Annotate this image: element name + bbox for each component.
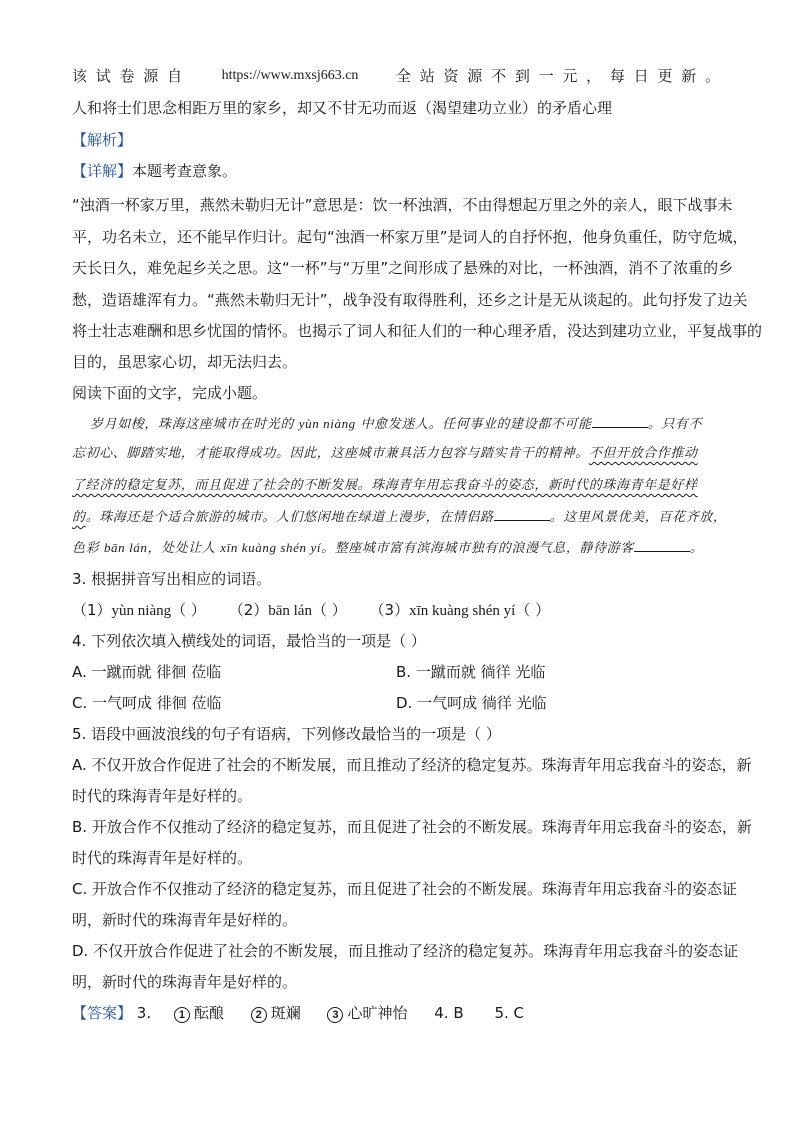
- passage-text: ，处处让人: [147, 541, 216, 556]
- q3-item-label: （2）: [228, 601, 269, 619]
- q3-item-pinyin: yùn niàng: [111, 603, 172, 619]
- xiangjie-line: 目的，虽思家心切，却无法归去。: [72, 353, 298, 371]
- q4-option-b: B. 一蹴而就 徜徉 光临: [396, 663, 546, 681]
- q3-item: [72, 601, 211, 619]
- jiexi-label: 【解析】: [72, 131, 133, 149]
- previous-answer-tail: 人和将士们思念相距万里的家乡，却又不甘无功而返（渴望建功立业）的矛盾心理: [72, 99, 613, 117]
- xiangjie-label: 【详解】: [72, 162, 133, 180]
- wavy-sentence: 了经济的稳定复苏，而且促进了社会的不断发展。珠海青年用忘我奋斗的姿态，新时代的珠海青年是好样: [72, 478, 698, 493]
- reading-instruction: 阅读下面的文字，完成小题。: [72, 384, 268, 402]
- q5-option-c-cont: 明，新时代的珠海青年是好样的。: [72, 911, 298, 929]
- q3-item-label: （3）: [369, 601, 410, 619]
- passage-text: 。整座城市富有滨海城市独有的浪漫气息，静待游客: [321, 541, 634, 556]
- q3-answer-slot: （ ）: [311, 601, 347, 619]
- xiangjie-line: 平，功名未立，还不能早作归计。起句“浊酒一杯家万里”是词人的自抒怀抱，他身负重任，防守危城，: [72, 228, 748, 246]
- xiangjie-line: 天长日久，难免起乡关之思。这“一杯”与“万里”之间形成了悬殊的对比，一杯浊酒，消不了浓重的乡: [72, 259, 734, 277]
- page-header: [72, 66, 722, 86]
- wavy-sentence: 不但开放合作推动: [588, 446, 698, 461]
- passage-pinyin: yùn niàng: [298, 416, 356, 431]
- header-url[interactable]: https://www.mxsj663.cn: [221, 68, 359, 83]
- q3-item: [370, 601, 551, 619]
- q5-option-b-cont: 时代的珠海青年是好样的。: [72, 849, 253, 867]
- passage-text: 色彩: [72, 541, 100, 556]
- passage-text: 。只有不: [647, 417, 703, 432]
- passage-line-4: [72, 507, 726, 528]
- q4-option-a: A. 一蹴而就 徘徊 莅临: [72, 663, 222, 681]
- q5-option-b: B. 开放合作不仅推动了经济的稳定复苏，而且促进了社会的不断发展。珠海青年用忘我奋斗的姿态，新: [72, 818, 752, 836]
- q5-option-d-cont: 明，新时代的珠海青年是好样的。: [72, 973, 298, 991]
- q3-item-pinyin: bān lán: [268, 603, 312, 619]
- q4-option-d: D. 一气呵成 徜徉 光临: [396, 694, 547, 712]
- q5-option-d: D. 不仅开放合作促进了社会的不断发展，而且推动了经济的稳定复苏。珠海青年用忘我奋斗的姿态证: [72, 942, 739, 960]
- q5-option-c: C. 开放合作不仅推动了经济的稳定复苏，而且促进了社会的不断发展。珠海青年用忘我奋斗的姿态证: [72, 880, 738, 898]
- answer-item: [251, 1004, 301, 1022]
- q3-item-pinyin: xīn kuàng shén yí: [409, 603, 516, 619]
- circled-number-icon: 3: [327, 1007, 343, 1023]
- passage-blank: [634, 538, 690, 552]
- xiangjie-intro: 本题考查意象。: [132, 162, 238, 180]
- answer-text: 酝酿: [193, 1004, 224, 1022]
- passage-pinyin: bān lán: [103, 540, 148, 555]
- answer-text: 斑斓: [270, 1004, 301, 1022]
- circled-number-icon: 1: [174, 1007, 190, 1023]
- passage-line-5: [72, 538, 704, 559]
- xiangjie-heading: [72, 161, 237, 181]
- q4-stem: 4. 下列依次填入横线处的词语，最恰当的一项是（ ）: [72, 632, 426, 650]
- q3-answer-slot: （ ）: [515, 601, 551, 619]
- q5-option-a: A. 不仅开放合作促进了社会的不断发展，而且推动了经济的稳定复苏。珠海青年用忘我奋斗的姿态，新: [72, 756, 752, 774]
- answer-text: 心旷神怡: [347, 1004, 408, 1022]
- answer-q3-number: 3.: [136, 1004, 152, 1022]
- xiangjie-line: 将士壮志难酬和思乡忧国的情怀。也揭示了词人和征人们的一种心理矛盾，没达到建功立业，平复战事的: [72, 322, 763, 340]
- passage-text: 岁月如梭，珠海这座城市在时光的: [90, 417, 295, 432]
- passage-text: 。这里风景优美，百花齐放，: [549, 510, 727, 525]
- passage-line-1: [90, 414, 702, 435]
- circled-number-icon: 2: [251, 1007, 267, 1023]
- passage-pinyin: xīn kuàng shén yí: [220, 540, 322, 555]
- passage-blank: [494, 507, 550, 521]
- passage-line-3: [72, 476, 698, 496]
- xiangjie-line: 愁，造语雄浑有力。“燕然未勒归无计”，战争没有取得胜利，还乡之计是无从谈起的。此句抒发了边关: [72, 291, 748, 309]
- answer-label: 【答案】: [72, 1004, 133, 1022]
- passage-line-2: [72, 444, 698, 464]
- header-left: 该 试 卷 源 自: [72, 67, 185, 85]
- q3-item: [229, 601, 352, 619]
- passage-text: 忘初心、脚踏实地，才能取得成功。因此，这座城市兼具活力包容与踏实肯干的精神。: [72, 446, 589, 461]
- passage-text: 。珠海还是个适合旅游的城市。人们悠闲地在绿道上漫步，在情侣路: [85, 510, 494, 525]
- answer-item: [327, 1004, 407, 1022]
- xiangjie-line: “浊酒一杯家万里，燕然未勒归无计”意思是：饮一杯浊酒，不由得想起万里之外的亲人，眼下战事未: [72, 196, 733, 214]
- passage-text: 。: [689, 541, 704, 556]
- q5-option-a-cont: 时代的珠海青年是好样的。: [72, 787, 253, 805]
- q3-answer-slot: （ ）: [171, 601, 206, 619]
- answer-line: [72, 1003, 524, 1023]
- q3-item-label: （1）: [72, 601, 112, 619]
- q4-option-c: C. 一气呵成 徘徊 莅临: [72, 694, 222, 712]
- answer-q5: 5. C: [494, 1004, 524, 1022]
- passage-text: 中愈发迷人。任何事业的建设都不可能: [360, 417, 592, 432]
- header-right: 全 站 资 源 不 到 一 元 ， 每 日 更 新 。: [396, 67, 722, 85]
- q3-items: [72, 600, 550, 621]
- q3-stem: 3. 根据拼音写出相应的词语。: [72, 570, 272, 588]
- wavy-sentence: 的: [72, 510, 86, 525]
- passage-blank: [592, 414, 648, 428]
- answer-q4: 4. B: [434, 1004, 464, 1022]
- answer-item: [174, 1004, 224, 1022]
- q5-stem: 5. 语段中画波浪线的句子有语病，下列修改最恰当的一项是（ ）: [72, 725, 501, 743]
